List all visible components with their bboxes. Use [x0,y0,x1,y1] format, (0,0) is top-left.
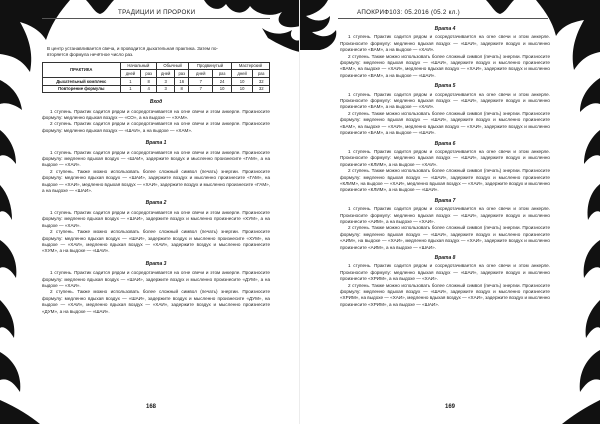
page-number: 168 [146,404,157,410]
paragraph: 2 ступень. Также можно использовать более сложный символ (печать) энергии. Произносите формулу: медленно вдыхая воздух — «ШАИ», задержите воздух и мысленно произнесите «ВАМ», на выдохе — «ХАИ», медленно вдыхая воздух — «ХАИ», задержите воздух и мысленно произнесите «ВАМ», а на выдохе — «ШАИ». [340,53,550,78]
sub-header: дней [231,70,253,78]
sub-header: дней [157,70,175,78]
table-cell: 4 [141,85,157,93]
table-cell: 7 [189,85,213,93]
intro-line: В центр устанавливается свеча, и проводится дыхательная практика. Затем по- [47,46,218,51]
sub-header: раз [175,70,189,78]
paragraph: 1 ступень. Практик садится рядом и сосредотачивается на огне свечи и этом анкерле. Произносите формулу: медленно вдыхая воздух — «ШАИ», задержите воздух и мысленно произнесите «КЛИМ», а на выдохе — «ХАИ». [340,148,550,167]
table-cell: 24 [213,78,232,86]
paragraph: 1 ступень. Практик садится рядом и сосредотачивается на огне свечи и этом анкерле. Произносите формулу: медленно вдыхая воздух — «ШАИ», задержите воздух и мысленно произнесите «ХРИМ», а на выдохе — «ХАИ». [340,263,550,282]
paragraph: 2 ступень. Также можно использовать более сложный символ (печать) энергии. Произносите формулу: медленно вдыхая воздух — «ШАИ», задержите воздух и мысленно произнесите «АИМ», на выдохе — «ХАИ», медленно вдыхая воздух — «ХАИ», задержите воздух и мысленно произнесите «АИМ», а на выдохе — «ШАИ». [340,225,550,250]
paragraph: 2 ступень. Также можно использовать более сложный символ (печать) энергии. Произносите формулу: медленно вдыхая воздух — «ШАИ», задержите воздух и мысленно произнесите «БАМ», на выдохе — «ХАИ», медленно вдыхая воздух — «ХАИ», задержите воздух и мысленно произнесите «БАМ», а на выдохе — «ШАИ». [340,110,550,136]
paragraph: 2 ступень. Также можно использовать более сложный символ (печать) энергии. Произносите формулу: медленно вдыхая воздух — «ШАИ», задержите воздух и мысленно произнесите «ДУМ», на выдохе — «ХАИ», медленно вдыхая воздух — «ХАИ», задержите воздух и мысленно произнесите «ДУМ», а на выдохе — «ШАИ». [42,289,270,314]
table-row [43,85,270,93]
section-title: Врата 2 [145,200,167,207]
section-title: Врата 7 [434,197,456,204]
paragraph: 1 ступень. Практик садится рядом и сосредотачивается на огне свечи и этом анкерле. Произносите формулу: медленно вдыхая воздух — «ШАИ», задержите воздух и мысленно произнесите «АИМ», а на выдохе — «ХАИ». [340,206,550,224]
row-label: Повторение формулы [43,85,121,93]
paragraph: 2 ступень. Также можно использовать более сложный символ (печать) энергии. Произносите формулу: медленно вдыхая воздух — «ШАИ», задержите воздух и мысленно произнесите «ХУМ», на выдохе — «ХАИ», медленно вдыхая воздух — «ХАИ», задержите воздух и мысленно произнесите «ХУМ», а на выдохе — «ШАИ». [42,229,270,254]
running-head: ТРАДИЦИИ И ПРОРОКИ [118,9,196,16]
table-header-level: Продвинутый [189,62,232,70]
page-number: 169 [445,404,456,410]
table-header-level: Обычный [157,62,189,70]
table-cell: 32 [253,78,270,86]
intro-text [47,46,270,59]
intro-line: вторяется формула нечётное число раз. [47,52,134,58]
running-head: АПОКРИФ103: 05.2016 (05.2 кл.) [357,9,461,16]
right-page [300,0,600,424]
practice-table [42,62,270,93]
table-header-practice: ПРАКТИКА [43,62,121,77]
header-rule [42,18,270,19]
paragraph: 2 ступень. Практик садится рядом и сосредотачивается на огне свечи и этом анкерле. Произносите формулу: медленно вдыхая воздух — «ШАИ», а на выдохе — «ХАМ». [42,121,270,133]
paragraph: 1 ступень. Практик садится рядом и сосредотачивается на огне свечи и этом анкерле. Произносите формулу: медленно вдыхая воздух — «ШАИ», задержите воздух и мысленно произнесите «ВАМ», а на выдохе — «ХАИ». [340,34,550,53]
sub-header: дней [120,70,141,78]
section-title: Врата 3 [145,260,167,267]
left-body [42,46,270,315]
paragraph: 1 ступень. Практик садится рядом и сосредотачивается на огне свечи и этом анкерле. Произносите формулу: медленно вдыхая воздух — «ШАИ», задержите воздух и мысленно произнесите «БАМ», а на выдохе — «ХАИ». [340,91,550,110]
table-cell: 1 [120,78,141,86]
paragraph: 1 ступень. Практик садится рядом и сосредотачивается на огне свечи и этом анкерле. Произносите формулу: медленно вдыхая воздух — «ШАИ», задержите воздух и мысленно произнесите «ДУМ», а на выдохе — «ХАИ». [42,270,270,288]
table-cell: 32 [253,85,270,93]
table-cell: 10 [231,78,253,86]
table-cell: 8 [141,78,157,86]
table-cell: 10 [213,85,232,93]
sub-header: дней [189,70,213,78]
paragraph: 2 ступень. Также можно использовать более сложный символ (печать) энергии. Произносите формулу: медленно вдыхая воздух — «ШАИ», задержите воздух и мысленно произнесите «ХРИМ», на выдохе — «ХАИ», медленно вдыхая воздух — «ХАИ», задержите воздух и мысленно произнесите «ХРИМ», а на выдохе — «ШАИ». [340,282,550,307]
sub-header: раз [213,70,232,78]
table-cell: 3 [157,78,175,86]
section-title: Врата 4 [434,26,456,32]
section-title: Вход [149,99,163,106]
row-label: Дыхательный комплекс [43,78,121,86]
table-cell: 8 [175,85,189,93]
paragraph: 1 ступень. Практик садится рядом и сосредотачивается на огне свечи и этом анкерле. Произносите формулу: медленно вдыхая воздух — «ШАИ», задержите воздух и мысленно произнесите «ГАМ», а на выдохе — «ХАИ». [42,149,270,168]
table-cell: 7 [189,78,213,86]
section-title: Врата 1 [145,140,167,147]
sub-header: раз [141,70,157,78]
paragraph: 2 ступень. Также можно использовать более сложный символ (печать) энергии. Произносите формулу: медленно вдыхая воздух — «ШАИ», задержите воздух и мысленно произнесите «КЛИМ», на выдохе — «ХАИ», медленно вдыхая воздух — «ХАИ», задержите воздух и мысленно произнесите «КЛИМ», а на выдохе — «ШАИ». [340,168,550,193]
table-header-level: Начальный [120,62,157,70]
paragraph: 1 ступень. Практик садится рядом и сосредотачивается на огне свечи и этом анкерле. Произносите формулу: медленно вдыхая воздух — «СО», а на выдохе — «ХАМ». [42,108,270,120]
table-cell: 1 [120,85,141,93]
paragraph: 1 ступень. Практик садится рядом и сосредотачивается на огне свечи и этом анкерле. Произносите формулу: медленно вдыхая воздух — «ШАИ», задержите воздух и мысленно произнесите «ХУМ», а на выдохе — «ХАИ». [42,209,270,228]
table-cell: 10 [231,85,253,93]
table-row [43,78,270,86]
table-header-level: Мастерский [231,62,269,70]
sub-header: раз [253,70,270,78]
table-cell: 16 [175,78,189,86]
section-title: Врата 8 [434,255,456,261]
table-cell: 3 [157,85,175,93]
header-rule [338,18,548,19]
right-body [340,22,550,308]
section-title: Врата 5 [434,83,456,90]
section-title: Врата 6 [434,140,456,147]
paragraph: 2 ступень. Также можно использовать более сложный символ (печать) энергии. Произносите формулу: медленно вдыхая воздух — «ШАИ», задержите воздух и мысленно произнесите «ГАМ», на выдохе — «ХАИ», медленно вдыхая воздух — «ХАИ», задержите воздух и мысленно произнесите «ГАМ», а на выдохе — «ШАИ». [42,168,270,194]
